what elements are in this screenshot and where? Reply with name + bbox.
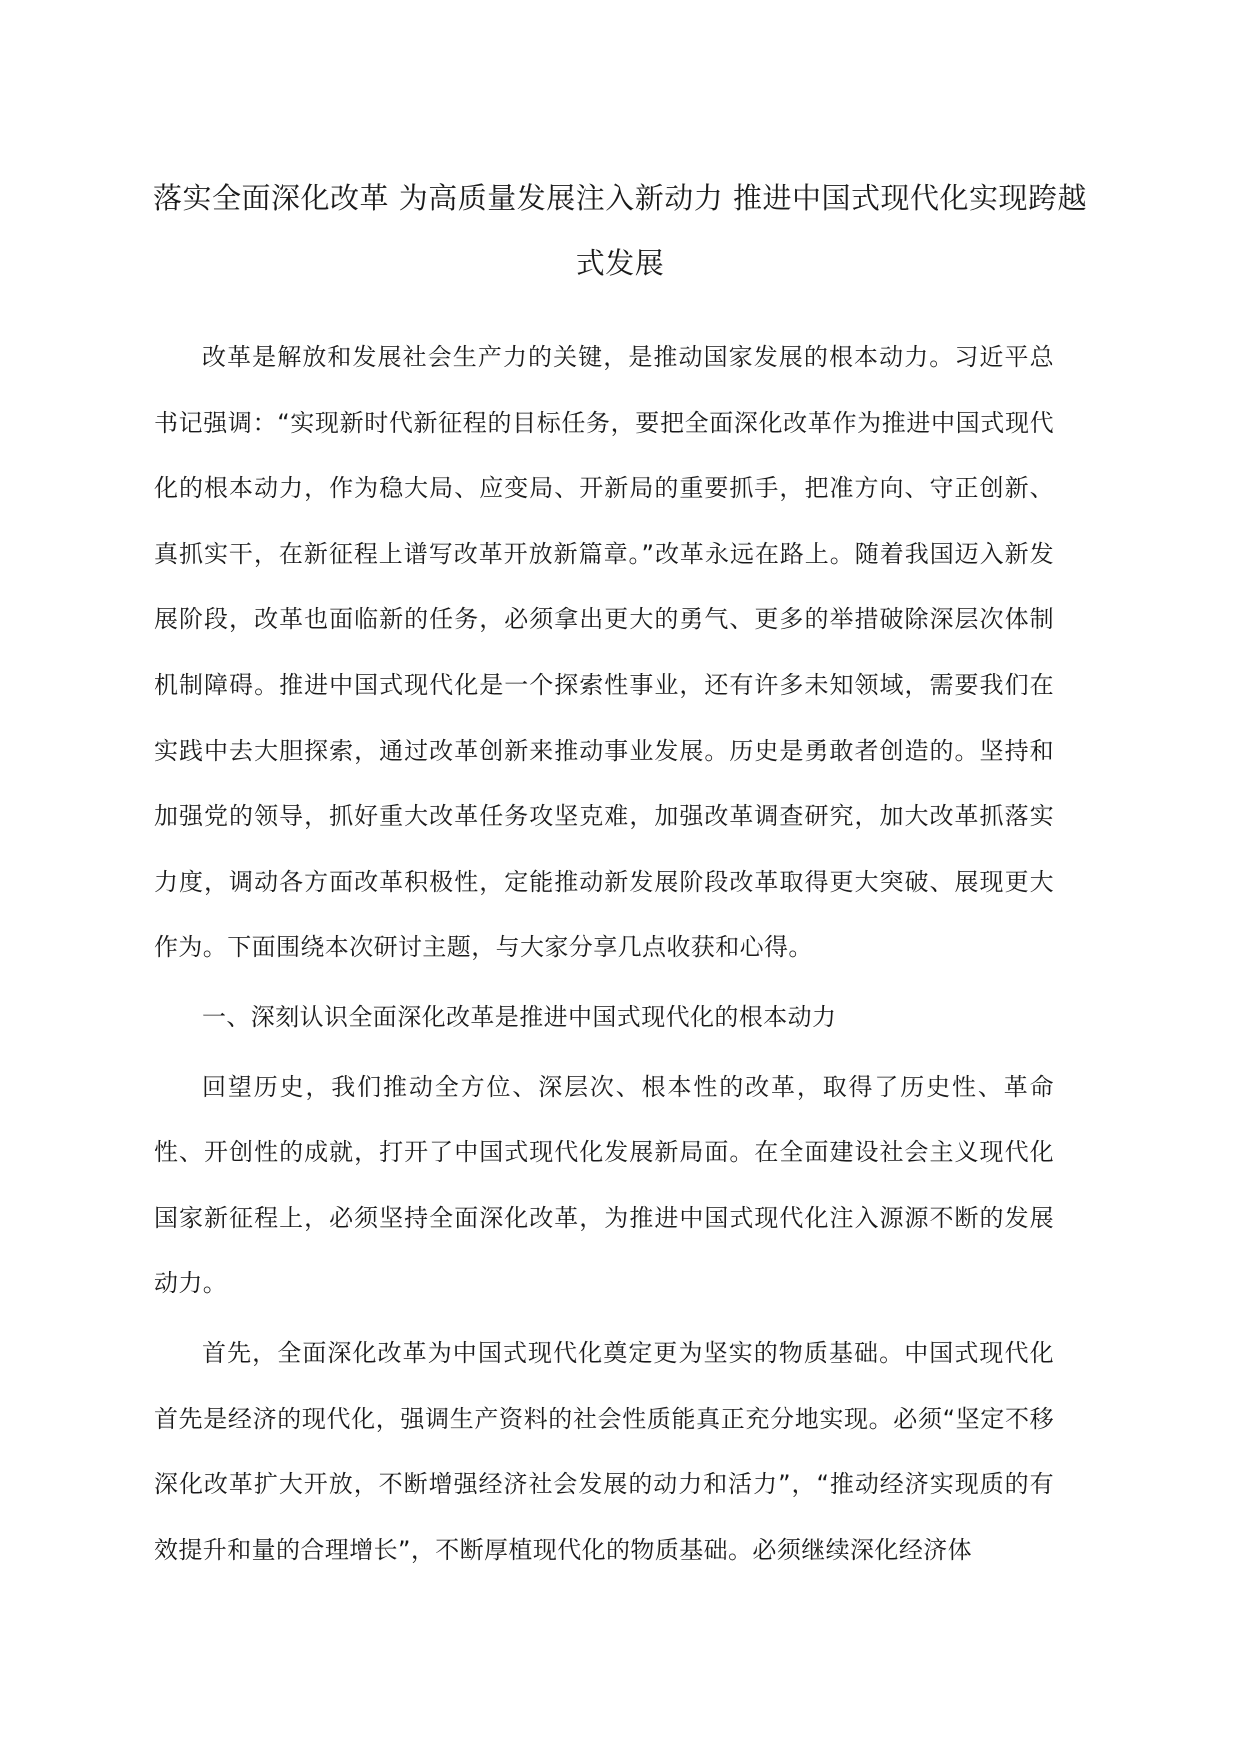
section-heading-1: 一、深刻认识全面深化改革是推进中国式现代化的根本动力 xyxy=(202,1002,837,1031)
document-body xyxy=(154,325,1054,1583)
document-title: 落实全面深化改革 为高质量发展注入新动力 推进中国式现代化实现跨越式发展 xyxy=(153,181,1087,280)
paragraph-history: 回望历史，我们推动全方位、深层次、根本性的改革，取得了历史性、革命性、开创性的成就，打开了中国式现代化发展新局面。在全面建设社会主义现代化国家新征程上，必须坚持全面深化改革，为推进中国式现代化注入源源不断的发展动力。 xyxy=(154,1072,1054,1298)
paragraph-intro: 改革是解放和发展社会生产力的关键，是推动国家发展的根本动力。习近平总书记强调：“实现新时代新征程的目标任务，要把全面深化改革作为推进中国式现代化的根本动力，作为稳大局、应变局、开新局的重要抓手，把准方向、守正创新、真抓实干，在新征程上谱写改革开放新篇章。”改革永远在路上。随着我国迈入新发展阶段，改革也面临新的任务，必须拿出更大的勇气、更多的举措破除深层次体制机制障碍。推进中国式现代化是一个探索性事业，还有许多未知领域，需要我们在实践中去大胆探索，通过改革创新来推动事业发展。历史是勇敢者创造的。坚持和加强党的领导，抓好重大改革任务攻坚克难，加强改革调查研究，加大改革抓落实力度，调动各方面改革积极性，定能推动新发展阶段改革取得更大突破、展现更大作为。下面围绕本次研讨主题，与大家分享几点收获和心得。 xyxy=(154,343,1054,962)
paragraph-first-point: 首先，全面深化改革为中国式现代化奠定更为坚实的物质基础。中国式现代化首先是经济的现代化，强调生产资料的社会性质能真正充分地实现。必须“坚定不移深化改革扩大开放，不断增强经济社会发展的动力和活力”，“推动经济实现质的有效提升和量的合理增长”，不断厚植现代化的物质基础。必须继续深化经济体 xyxy=(154,1338,1054,1564)
